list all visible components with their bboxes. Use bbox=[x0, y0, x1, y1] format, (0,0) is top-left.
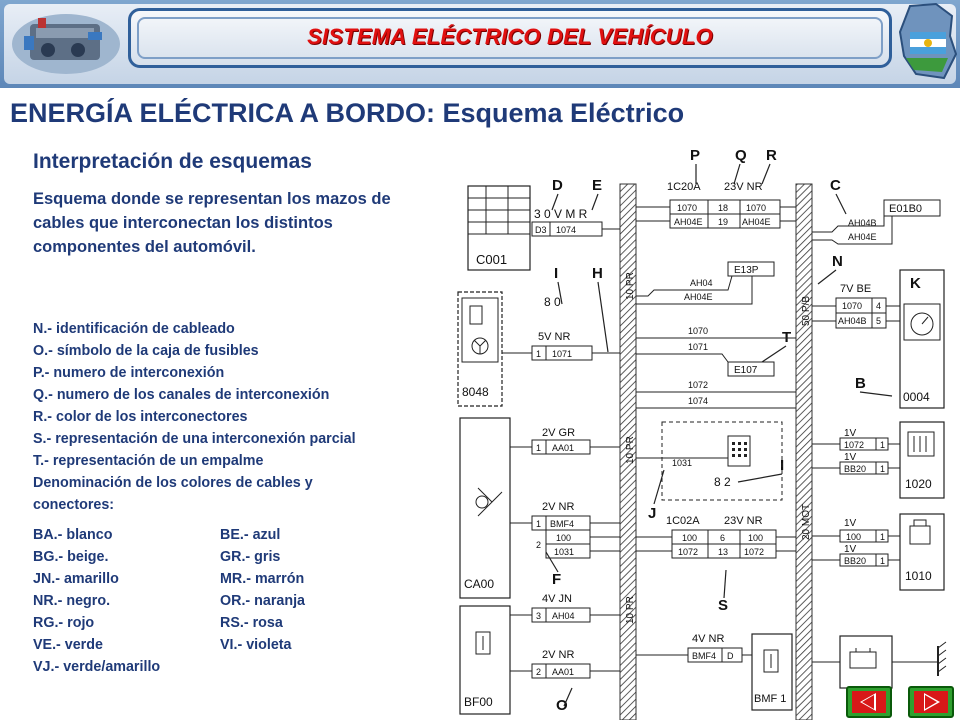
label-i2: I bbox=[780, 457, 785, 474]
battery-icon bbox=[840, 636, 892, 688]
label-d: D bbox=[552, 177, 563, 194]
bus-label: 50 P/B bbox=[801, 295, 812, 326]
wire-number: 1031 bbox=[672, 458, 693, 468]
pin-number: 1 bbox=[880, 440, 886, 450]
connector-number: 8 0 bbox=[544, 295, 561, 309]
component-label: C001 bbox=[476, 252, 508, 267]
wire-number: 100 bbox=[846, 532, 862, 542]
wire-code: AH04 bbox=[552, 611, 575, 621]
wire-code: AA01 bbox=[552, 443, 575, 453]
component-label: E01B0 bbox=[889, 203, 923, 215]
connector-color: 1V bbox=[844, 544, 857, 555]
pin-number: D3 bbox=[535, 225, 547, 235]
color-code: MR.- marrón bbox=[220, 571, 305, 587]
legend-list bbox=[33, 318, 453, 516]
section-subheading: Interpretación de esquemas bbox=[33, 150, 312, 173]
component-label: 8048 bbox=[462, 385, 489, 399]
connector-color: 7V BE bbox=[840, 283, 872, 295]
color-row bbox=[33, 568, 453, 590]
wire-number: 1070 bbox=[842, 301, 863, 311]
pin-number: 2 bbox=[536, 667, 542, 677]
wire-number: 1072 bbox=[678, 547, 699, 557]
label-k: K bbox=[910, 275, 921, 292]
label-b: B bbox=[855, 375, 866, 392]
connector-color: 5V NR bbox=[538, 331, 571, 343]
wire-number: 1072 bbox=[688, 380, 709, 390]
connector-color: 4V NR bbox=[692, 633, 725, 645]
legend-item: Denominación de los colores de cables y bbox=[33, 475, 313, 491]
legend-item: O.- símbolo de la caja de fusibles bbox=[33, 343, 259, 359]
component-label: 0004 bbox=[903, 390, 930, 404]
wire-number: 100 bbox=[556, 533, 572, 543]
component-label: 1020 bbox=[905, 477, 932, 491]
legend-item: R.- color de los interconectores bbox=[33, 409, 248, 425]
wire-number: 1072 bbox=[844, 440, 865, 450]
component-label: E107 bbox=[734, 365, 758, 376]
color-code: BA.- blanco bbox=[33, 527, 113, 543]
pin-number: 5 bbox=[876, 316, 882, 326]
connector-color: 2V NR bbox=[542, 649, 575, 661]
wire-code: BMF4 bbox=[550, 519, 575, 529]
wire-number: 1071 bbox=[688, 342, 709, 352]
pin-number: 4 bbox=[876, 301, 882, 311]
title-banner bbox=[128, 8, 892, 68]
next-button[interactable] bbox=[908, 686, 954, 718]
connector-color: 1V bbox=[844, 428, 857, 439]
color-code: RS.- rosa bbox=[220, 615, 283, 631]
component-label: 1010 bbox=[905, 569, 932, 583]
legend-item: conectores: bbox=[33, 497, 115, 513]
label-s: S bbox=[718, 597, 729, 614]
bus-label: 10 PR bbox=[625, 272, 636, 300]
legend-item: Q.- numero de los canales de interconexión bbox=[33, 387, 330, 403]
wire-code: AH04E bbox=[684, 292, 713, 302]
next-button-face bbox=[914, 691, 948, 713]
bus-label: 20 MOT bbox=[801, 503, 812, 540]
legend-item: T.- representación de un empalme bbox=[33, 453, 264, 469]
bus-label: 10 PR bbox=[625, 596, 636, 624]
wire-code: AH04E bbox=[674, 217, 703, 227]
wire-code: AH04B bbox=[838, 316, 867, 326]
color-row bbox=[33, 590, 453, 612]
wire-number: 1031 bbox=[554, 547, 575, 557]
component-0004 bbox=[900, 270, 944, 408]
map-logo-icon bbox=[896, 2, 958, 82]
intro-paragraph: Esquema donde se representan los mazos de cables que interconectan los distintos componentes del automóvil. bbox=[33, 190, 391, 256]
label-q: Q bbox=[735, 147, 747, 164]
pin-number: 1 bbox=[536, 443, 542, 453]
connector-color: 1V bbox=[844, 452, 857, 463]
wire-number: 1070 bbox=[688, 326, 709, 336]
wire-code: AA01 bbox=[552, 667, 575, 677]
interconnect-color: 23V NR bbox=[724, 515, 763, 527]
pin-number: D bbox=[727, 651, 734, 661]
interconnect-code: 1C20A bbox=[667, 181, 701, 193]
connector-color: 1V bbox=[844, 518, 857, 529]
component-label: CA00 bbox=[464, 577, 495, 591]
arrow-right-inner bbox=[925, 695, 937, 709]
label-t: T bbox=[782, 329, 792, 346]
connector-color: 3 0 V M R bbox=[534, 207, 588, 221]
color-code: BE.- azul bbox=[220, 527, 281, 543]
wire-code: AH04E bbox=[742, 217, 771, 227]
component-label: BF00 bbox=[464, 695, 493, 709]
connector-color: 2V NR bbox=[542, 501, 575, 513]
main-heading: ENERGÍA ELÉCTRICA A BORDO: Esquema Eléctrico bbox=[10, 98, 685, 128]
label-p: P bbox=[690, 147, 701, 164]
label-r: R bbox=[766, 147, 777, 164]
color-row bbox=[33, 612, 453, 634]
label-o: O bbox=[556, 697, 568, 714]
label-e: E bbox=[592, 177, 603, 194]
connector-color: 4V JN bbox=[542, 593, 572, 605]
component-ca00 bbox=[460, 418, 510, 598]
color-code: JN.- amarillo bbox=[33, 571, 119, 587]
label-j: J bbox=[648, 505, 657, 522]
page-title: SISTEMA ELÉCTRICO DEL VEHÍCULO bbox=[307, 24, 713, 49]
pin-number: 2 bbox=[536, 540, 542, 550]
wire-number: 100 bbox=[748, 533, 764, 543]
wire-number: 100 bbox=[682, 533, 698, 543]
previous-button[interactable] bbox=[846, 686, 892, 718]
channel-number: 13 bbox=[718, 547, 729, 557]
label-n: N bbox=[832, 253, 843, 270]
color-row bbox=[33, 524, 453, 546]
connector-number: 8 2 bbox=[714, 475, 731, 489]
color-code: BG.- beige. bbox=[33, 549, 109, 565]
pin-number: 3 bbox=[536, 611, 542, 621]
label-c: C bbox=[830, 177, 841, 194]
engine-logo-icon bbox=[8, 6, 124, 78]
channel-number: 18 bbox=[718, 203, 729, 213]
color-code: OR.- naranja bbox=[220, 593, 306, 609]
color-code: NR.- negro. bbox=[33, 593, 111, 609]
legend-item: P.- numero de interconexión bbox=[33, 365, 225, 381]
bus-label: 10 PR bbox=[625, 436, 636, 464]
wire-code: BMF4 bbox=[692, 651, 717, 661]
channel-number: 19 bbox=[718, 217, 729, 227]
label-h: H bbox=[592, 265, 603, 282]
pin-number: 1 bbox=[880, 556, 886, 566]
pin-number: 1 bbox=[880, 464, 886, 474]
bus-bar-right bbox=[796, 184, 812, 720]
wiring-diagram bbox=[452, 140, 960, 720]
wire-code: AH04E bbox=[848, 232, 877, 242]
legend-item: N.- identificación de cableado bbox=[33, 321, 235, 337]
color-row bbox=[33, 656, 453, 678]
previous-button-face bbox=[852, 691, 886, 713]
color-row bbox=[33, 546, 453, 568]
wire-code: BB20 bbox=[844, 464, 867, 474]
legend-item: S.- representación de una interconexión parcial bbox=[33, 431, 356, 447]
wire-code: AH04B bbox=[848, 218, 877, 228]
color-code: VE.- verde bbox=[33, 637, 103, 653]
color-codes-list bbox=[33, 524, 453, 678]
component-label: E13P bbox=[734, 265, 759, 276]
channel-number: 6 bbox=[720, 533, 726, 543]
color-code: GR.- gris bbox=[220, 549, 281, 565]
color-code: VI.- violeta bbox=[220, 637, 292, 653]
wire-code: BB20 bbox=[844, 556, 867, 566]
wire-number: 1072 bbox=[744, 547, 765, 557]
pin-number: 1 bbox=[536, 349, 542, 359]
label-i: I bbox=[554, 265, 559, 282]
wire-number: 1071 bbox=[552, 349, 573, 359]
arrow-left-inner bbox=[862, 695, 874, 709]
color-code: RG.- rojo bbox=[33, 615, 95, 631]
wire-number: 1070 bbox=[746, 203, 767, 213]
header-bar bbox=[0, 0, 960, 88]
wire-code: AH04 bbox=[690, 278, 713, 288]
wire-number: 1070 bbox=[677, 203, 698, 213]
pin-number: 1 bbox=[536, 519, 542, 529]
label-f: F bbox=[552, 571, 562, 588]
interconnect-color: 23V NR bbox=[724, 181, 763, 193]
wire-number: 1074 bbox=[688, 396, 709, 406]
component-label: BMF 1 bbox=[754, 693, 787, 705]
wire-number: 1074 bbox=[556, 225, 577, 235]
color-row bbox=[33, 634, 453, 656]
pin-number: 1 bbox=[880, 532, 886, 542]
interconnect-code: 1C02A bbox=[666, 515, 700, 527]
connector-color: 2V GR bbox=[542, 427, 576, 439]
color-code: VJ.- verde/amarillo bbox=[33, 659, 161, 675]
